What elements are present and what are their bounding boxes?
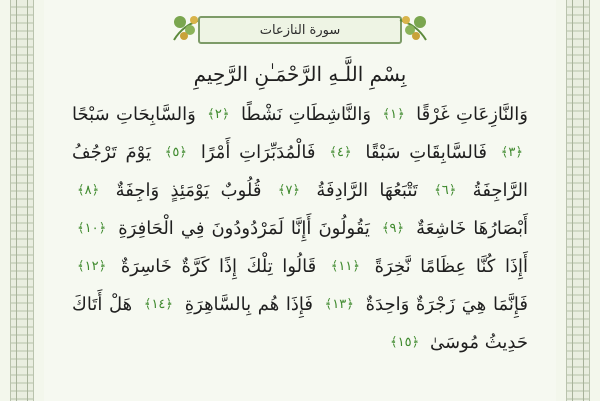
verse-line bbox=[72, 324, 528, 362]
verse-number: ﴿ ١٢ ﴾ bbox=[74, 248, 109, 286]
verse-number: ﴿ ١٣ ﴾ bbox=[322, 286, 357, 324]
verse-text: وَالنَّاشِطَاتِ نَشْطًا bbox=[240, 104, 372, 125]
quran-text bbox=[72, 62, 528, 362]
verse-number: ﴿ ٩ ﴾ bbox=[379, 210, 407, 248]
verse-number: ﴿ ٤ ﴾ bbox=[326, 134, 354, 172]
surah-title: سورة النازعات bbox=[198, 16, 402, 44]
verse-text: وَالسَّابِحَاتِ سَبْحًا bbox=[72, 104, 196, 125]
verse-text: فَالسَّابِقَاتِ سَبْقًا bbox=[365, 142, 487, 163]
basmala: بِسْمِ اللَّـهِ الرَّحْمَـٰنِ الرَّحِيمِ bbox=[193, 62, 407, 86]
verse-text: فَالْمُدَبِّرَاتِ أَمْرًا bbox=[200, 142, 316, 163]
verse-number: ﴿ ١٥ ﴾ bbox=[387, 324, 422, 362]
verse-text: قَالُوا تِلْكَ إِذًا كَرَّةٌ خَاسِرَةٌ bbox=[120, 256, 317, 277]
verse-lines bbox=[72, 96, 528, 362]
verse-number: ﴿ ٧ ﴾ bbox=[275, 172, 303, 210]
verse-text: وَالنَّازِعَاتِ غَرْقًا bbox=[416, 104, 528, 125]
verse-line bbox=[72, 172, 528, 210]
surah-header bbox=[170, 10, 430, 46]
verse-text: هَلْ أَتَاكَ bbox=[72, 294, 133, 315]
verse-text: يَوْمَ تَرْجُفُ bbox=[72, 142, 151, 163]
left-ornamental-border bbox=[10, 0, 34, 401]
verse-number: ﴿ ٢ ﴾ bbox=[204, 96, 232, 134]
verse-line bbox=[72, 286, 528, 324]
right-ornamental-border bbox=[566, 0, 590, 401]
verse-number: ﴿ ١٤ ﴾ bbox=[141, 286, 176, 324]
verse-number: ﴿ ١١ ﴾ bbox=[328, 248, 363, 286]
verse-number: ﴿ ٨ ﴾ bbox=[74, 172, 102, 210]
page-body bbox=[44, 0, 556, 401]
verse-text: أَإِذَا كُنَّا عِظَامًا نَّخِرَةً bbox=[374, 256, 528, 277]
verse-number: ﴿ ١ ﴾ bbox=[380, 96, 408, 134]
verse-text: فَإِنَّمَا هِيَ زَجْرَةٌ وَاحِدَةٌ bbox=[365, 294, 528, 315]
verse-text: قُلُوبٌ يَوْمَئِذٍ وَاجِفَةٌ bbox=[115, 180, 262, 201]
verse-number: ﴿ ٦ ﴾ bbox=[431, 172, 459, 210]
verse-text: حَدِيثُ مُوسَىٰ bbox=[429, 332, 528, 353]
verse-text: الرَّاجِفَةُ bbox=[472, 180, 528, 201]
verse-text: تَتْبَعُهَا الرَّادِفَةُ bbox=[316, 180, 418, 201]
verse-text: فَإِذَا هُم بِالسَّاهِرَةِ bbox=[184, 294, 313, 315]
verse-line bbox=[72, 96, 528, 134]
floral-ornament-icon bbox=[396, 10, 430, 46]
verse-line bbox=[72, 134, 528, 172]
verse-number: ﴿ ٥ ﴾ bbox=[162, 134, 190, 172]
verse-number: ﴿ ٣ ﴾ bbox=[498, 134, 526, 172]
verse-line bbox=[72, 210, 528, 248]
verse-text: يَقُولُونَ أَإِنَّا لَمَرْدُودُونَ فِي الْحَافِرَةِ bbox=[118, 218, 370, 239]
verse-text: أَبْصَارُهَا خَاشِعَةٌ bbox=[416, 218, 528, 239]
verse-line bbox=[72, 248, 528, 286]
verse-number: ﴿ ١٠ ﴾ bbox=[74, 210, 109, 248]
